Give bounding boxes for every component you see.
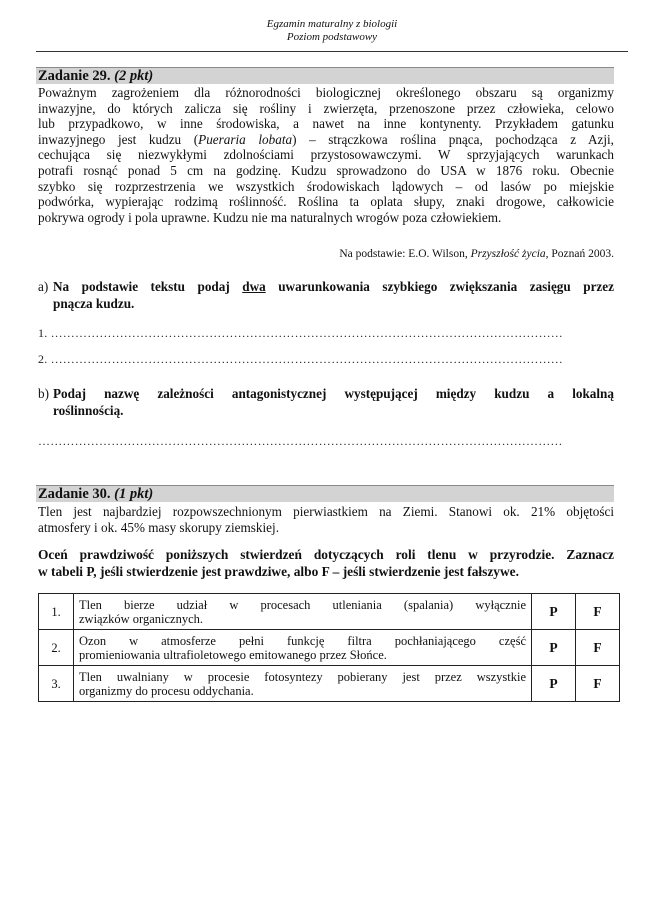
text-line: podwórka, wypierając rodzimą roślinność. Roślina ta oplata słupy, znaki drogowe, całkowicie [38, 194, 614, 210]
true-option[interactable]: P [532, 630, 576, 666]
question-29a: a) Na podstawie tekstu podaj dwa uwarunkowania szybkiego zwiększania zasięgu przez pnącza kudzu. [38, 279, 614, 311]
exam-level: Poziom podstawowy [286, 31, 378, 43]
question-label: b) [38, 386, 49, 401]
text-line: pokrywa ogrody i pola uprawne. Kudzu nie ma naturalnych wrogów poza człowiekiem. [38, 209, 502, 225]
true-false-table [38, 593, 620, 702]
text-line: inwazyjnego jest kudzu (Pueraria lobata) – strączkowa roślina pnąca, pochodząca z Azji, [38, 131, 614, 147]
table-row [39, 630, 620, 666]
task-30-heading [36, 485, 614, 502]
row-number: 2. [39, 630, 74, 666]
false-option[interactable]: F [576, 666, 620, 702]
task-30-instruction: Oceń prawdziwość poniższych stwierdzeń dotyczących roli tlenu w przyrodzie. Zaznacz w tabeli P, jeśli stwierdzenie jest prawdziwe, albo F – jeśli stwierdzenie jest fałszywe. [38, 547, 614, 579]
header-divider [36, 51, 628, 52]
species-name: Pueraria lobata [198, 131, 293, 147]
row-number: 3. [39, 666, 74, 702]
answer-line-2[interactable]: 2. ……………………………………………………………………………………………………………… [38, 352, 563, 366]
text-line: Poważnym zagrożeniem dla różnorodności biologicznej określonego obszaru są organizmy [38, 85, 614, 100]
task-29-heading [36, 67, 614, 84]
false-option[interactable]: F [576, 630, 620, 666]
task-30-points: (1 pkt) [114, 486, 154, 502]
answer-line-b[interactable]: ………………………………………………………………………………………………………………… [38, 434, 563, 448]
table-row [39, 666, 620, 702]
source-book-title: Przyszłość życia [470, 248, 546, 260]
text-line: szybko się rozprzestrzenia we wszystkich środowiskach lądowych – od lasów po miejskie [38, 178, 614, 194]
question-label: a) [38, 279, 49, 294]
page-header [0, 18, 664, 44]
task-29-points: (2 pkt) [114, 68, 154, 84]
table-row [39, 594, 620, 630]
task-29-text [38, 85, 614, 225]
statement: Tlen uwalniany w procesie fotosyntezy pobierany jest przez wszystkie organizmy do procesu oddychania. [74, 666, 532, 702]
text-line: inwazyjne, do których zalicza się rośliny i zwierzęta, przenoszone przez człowieka, celowo [38, 100, 614, 116]
emphasis-word: dwa [242, 279, 266, 294]
text-line: cechująca się niezwykłymi zdolnościami przystosowawczymi. W sprzyjających warunkach [38, 147, 614, 163]
true-option[interactable]: P [532, 594, 576, 630]
question-29b: b) Podaj nazwę zależności antagonistycznej występującej między kudzu a lokalną roślinnością. [38, 386, 614, 418]
statement: Tlen bierze udział w procesach utleniania (spalania) wyłącznie związków organicznych. [74, 594, 532, 630]
row-number: 1. [39, 594, 74, 630]
text-line: potrafi rosnąć ponad 5 cm na godzinę. Kudzu sprowadzono do USA w 1876 roku. Obecnie [38, 162, 614, 178]
statement: Ozon w atmosferze pełni funkcję filtra pochłaniającego część promieniowania ultrafioletowego emitowanego przez Słońce. [74, 630, 532, 666]
exam-title: Egzamin maturalny z biologii [266, 18, 398, 30]
answer-line-1[interactable]: 1. ……………………………………………………………………………………………………………… [38, 326, 563, 340]
text-line: lub przypadkowo, w inne środowiska, a nawet na inne kontynenty. Przykładem gatunku [38, 116, 614, 132]
task-30-title: Zadanie 30. [38, 486, 111, 502]
false-option[interactable]: F [576, 594, 620, 630]
task-30-intro: Tlen jest najbardziej rozpowszechnionym pierwiastkiem na Ziemi. Stanowi ok. 21% objętości atmosfery i ok. 45% masy skorupy ziemskiej. [38, 504, 614, 535]
source-citation: Na podstawie: E.O. Wilson, Przyszłość życia, Poznań 2003. [339, 248, 614, 260]
true-option[interactable]: P [532, 666, 576, 702]
task-29-title: Zadanie 29. [38, 68, 111, 84]
